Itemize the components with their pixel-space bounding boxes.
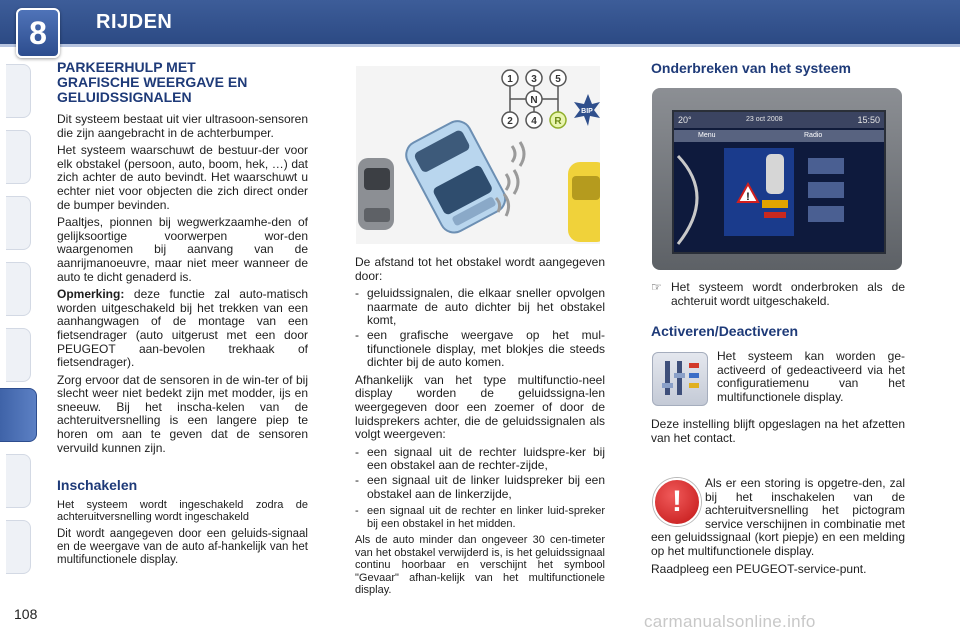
- paragraph: De afstand tot het obstakel wordt aangegeven door:: [355, 255, 605, 283]
- note-paragraph: [57, 288, 308, 370]
- distance-indicator-list: [355, 287, 605, 370]
- list-item: - een grafische weergave op het mul-tifunctionele display, met blokjes die steeds dichter bij de auto komen.: [355, 329, 605, 370]
- beep-label: BIP: [581, 108, 593, 115]
- list-item: - een signaal uit de rechter luidspre-ker bij een obstakel aan de rechter-zijde,: [355, 446, 605, 473]
- list-item: - een signaal uit de rechter en linker luid-spreker bij een obstakel in het midden.: [355, 505, 605, 530]
- display-temperature: 20°: [678, 115, 692, 125]
- gear-label: 1: [507, 74, 513, 85]
- parked-car-right: [568, 162, 600, 242]
- paragraph: Het systeem waarschuwt de bestuur-der voor elk obstakel (persoon, auto, boom, hek, …) dat zich achter de auto bevindt. Het waarschuwt u echter niet voor objecten die zich direct onder de bumper bevinden.: [57, 143, 308, 212]
- bullet-text: Het systeem wordt onderbroken als de achteruit wordt uitgeschakeld.: [671, 280, 905, 308]
- svg-text:!: !: [746, 191, 750, 203]
- note-label: Opmerking:: [57, 287, 125, 302]
- chapter-tab[interactable]: [6, 64, 31, 118]
- gear-label: 2: [507, 116, 513, 127]
- activate-paragraph-box: [717, 350, 905, 408]
- paragraph: Het systeem kan worden ge-activeerd of gedeactiveerd via het configuratiemenu van het multifunctionele display.: [717, 349, 905, 404]
- paragraph: Deze instelling blijft opgeslagen na het afzetten van het contact.: [651, 417, 905, 445]
- chapter-tabs: [0, 50, 32, 590]
- right-column-lower: [651, 281, 905, 339]
- gear-label: 5: [555, 74, 561, 85]
- section-title-inschakelen: Inschakelen: [57, 477, 138, 494]
- paragraph: Paaltjes, pionnen bij wegwerkzaamhe-den of gelijksoortige voorwerpen wor-den waargenomen bij aanvang van de aanrijmanoeuvre, maar niet meer wanneer de auto te dicht genaderd is.: [57, 215, 308, 284]
- page-heading-line: GELUIDSSIGNALEN: [57, 89, 192, 105]
- display-date: 23 oct 2008: [746, 116, 783, 123]
- chapter-tab[interactable]: [6, 454, 31, 508]
- chapter-tab[interactable]: [6, 328, 31, 382]
- parking-illustration-svg: [356, 66, 600, 244]
- warning-icon-glyph: !: [672, 485, 682, 518]
- section-title-activeren: Activeren/Deactiveren: [651, 323, 799, 340]
- parking-illustration: [356, 66, 600, 244]
- display-tab-menu: Menu: [698, 132, 716, 139]
- speaker-signal-list: [355, 446, 605, 501]
- chapter-tab[interactable]: [6, 520, 31, 574]
- configuration-menu-icon: [652, 352, 708, 406]
- display-tab-radio: Radio: [804, 132, 823, 139]
- multifunction-display-photo: [652, 88, 902, 270]
- chapter-title: RIJDEN: [96, 11, 173, 33]
- page-number: 108: [14, 606, 38, 622]
- gear-label: R: [554, 116, 562, 127]
- pointing-hand-icon: ☞: [651, 280, 662, 294]
- paragraph: Het systeem wordt ingeschakeld zodra de achteruitversnelling wordt ingeschakeld: [57, 498, 308, 524]
- display-tab-bar: [674, 130, 884, 142]
- paragraph: Zorg ervoor dat de sensoren in de win-ter of bij slecht weer niet bedekt zijn met modder, ijs en sneeuw. Bij het inscha-kelen van de achteruitversnelling is een langere piep te horen om aan te geven dat de sensoren vervuild kunnen zijn.: [57, 372, 308, 455]
- list-item: - een signaal uit de linker luidspreker bij een obstakel aan de linkerzijde,: [355, 474, 605, 501]
- paragraph: Als er een storing is opgetre-den, zal bij het inschakelen van de achteruitversnelling het pictogram service verschijnen in combinatie met een geluidssignaal (kort piepje) en een melding op het multifunctionele display.: [651, 476, 905, 558]
- page-heading: [57, 60, 308, 105]
- middle-column: [355, 256, 605, 601]
- display-parking-view: [674, 142, 884, 250]
- fault-paragraph: [651, 477, 905, 580]
- chapter-tab-active[interactable]: [0, 388, 37, 442]
- configuration-menu-icon-svg: [653, 353, 707, 405]
- gear-label: N: [530, 95, 538, 106]
- gear-label: 3: [531, 74, 537, 85]
- section-title-onderbreken: Onderbreken van het systeem: [651, 60, 851, 76]
- bullet-note: [651, 281, 905, 308]
- display-screen: [672, 110, 886, 254]
- chapter-tab[interactable]: [6, 196, 31, 250]
- chapter-tab[interactable]: [6, 130, 31, 184]
- chapter-number-badge: 8: [16, 8, 60, 58]
- paragraph: Afhankelijk van het type multifunctio-neel display worden de geluidssigna-len weergegeven door een zoemer of door de luidsprekers achter, die de geluidssignalen als volgt weergeven:: [355, 372, 605, 442]
- note-text: deze functie zal auto-matisch worden uitgeschakeld bij het trekken van een aanhangwagen of de montage van een fietsendrager (auto uitgerust met een door PEUGEOT aan-bevolen trekhaak of fietsendrager).: [57, 287, 308, 370]
- gear-shift-diagram: [502, 70, 566, 128]
- right-column: [651, 62, 905, 76]
- parked-car-left: [358, 158, 394, 230]
- speaker-signal-list-small: [355, 505, 605, 530]
- paragraph: Dit systeem bestaat uit vier ultrasoon-sensoren die zijn aangebracht in de achterbumper.: [57, 112, 308, 140]
- paragraph: Raadpleeg een PEUGEOT-service-punt.: [651, 561, 867, 576]
- page-heading-line: PARKEERHULP MET: [57, 59, 196, 75]
- chapter-tab[interactable]: [6, 262, 31, 316]
- setting-paragraph-box: [651, 418, 905, 449]
- gear-label: 4: [531, 116, 537, 127]
- header-divider: [0, 44, 960, 47]
- list-item: - geluidssignalen, die elkaar sneller opvolgen naarmate de auto dichter bij het obstakel komt,: [355, 287, 605, 328]
- watermark: carmanualsonline.info: [644, 612, 816, 631]
- paragraph: Als de auto minder dan ongeveer 30 cen-timeter van het obstakel verwijderd is, is het geluidssignaal continu hoorbaar en verschijnt het symbool "Gevaar" afhan-kelijk van het multifunctionele display.: [355, 533, 605, 597]
- paragraph: Dit wordt aangegeven door een geluids-signaal en de weergave van de auto af-hankelijk van het multifunctionele display.: [57, 528, 308, 566]
- display-time: 15:50: [857, 115, 880, 125]
- left-column: [57, 60, 308, 570]
- page-heading-line: GRAFISCHE WEERGAVE EN: [57, 74, 248, 90]
- display-status-bar: [674, 112, 884, 128]
